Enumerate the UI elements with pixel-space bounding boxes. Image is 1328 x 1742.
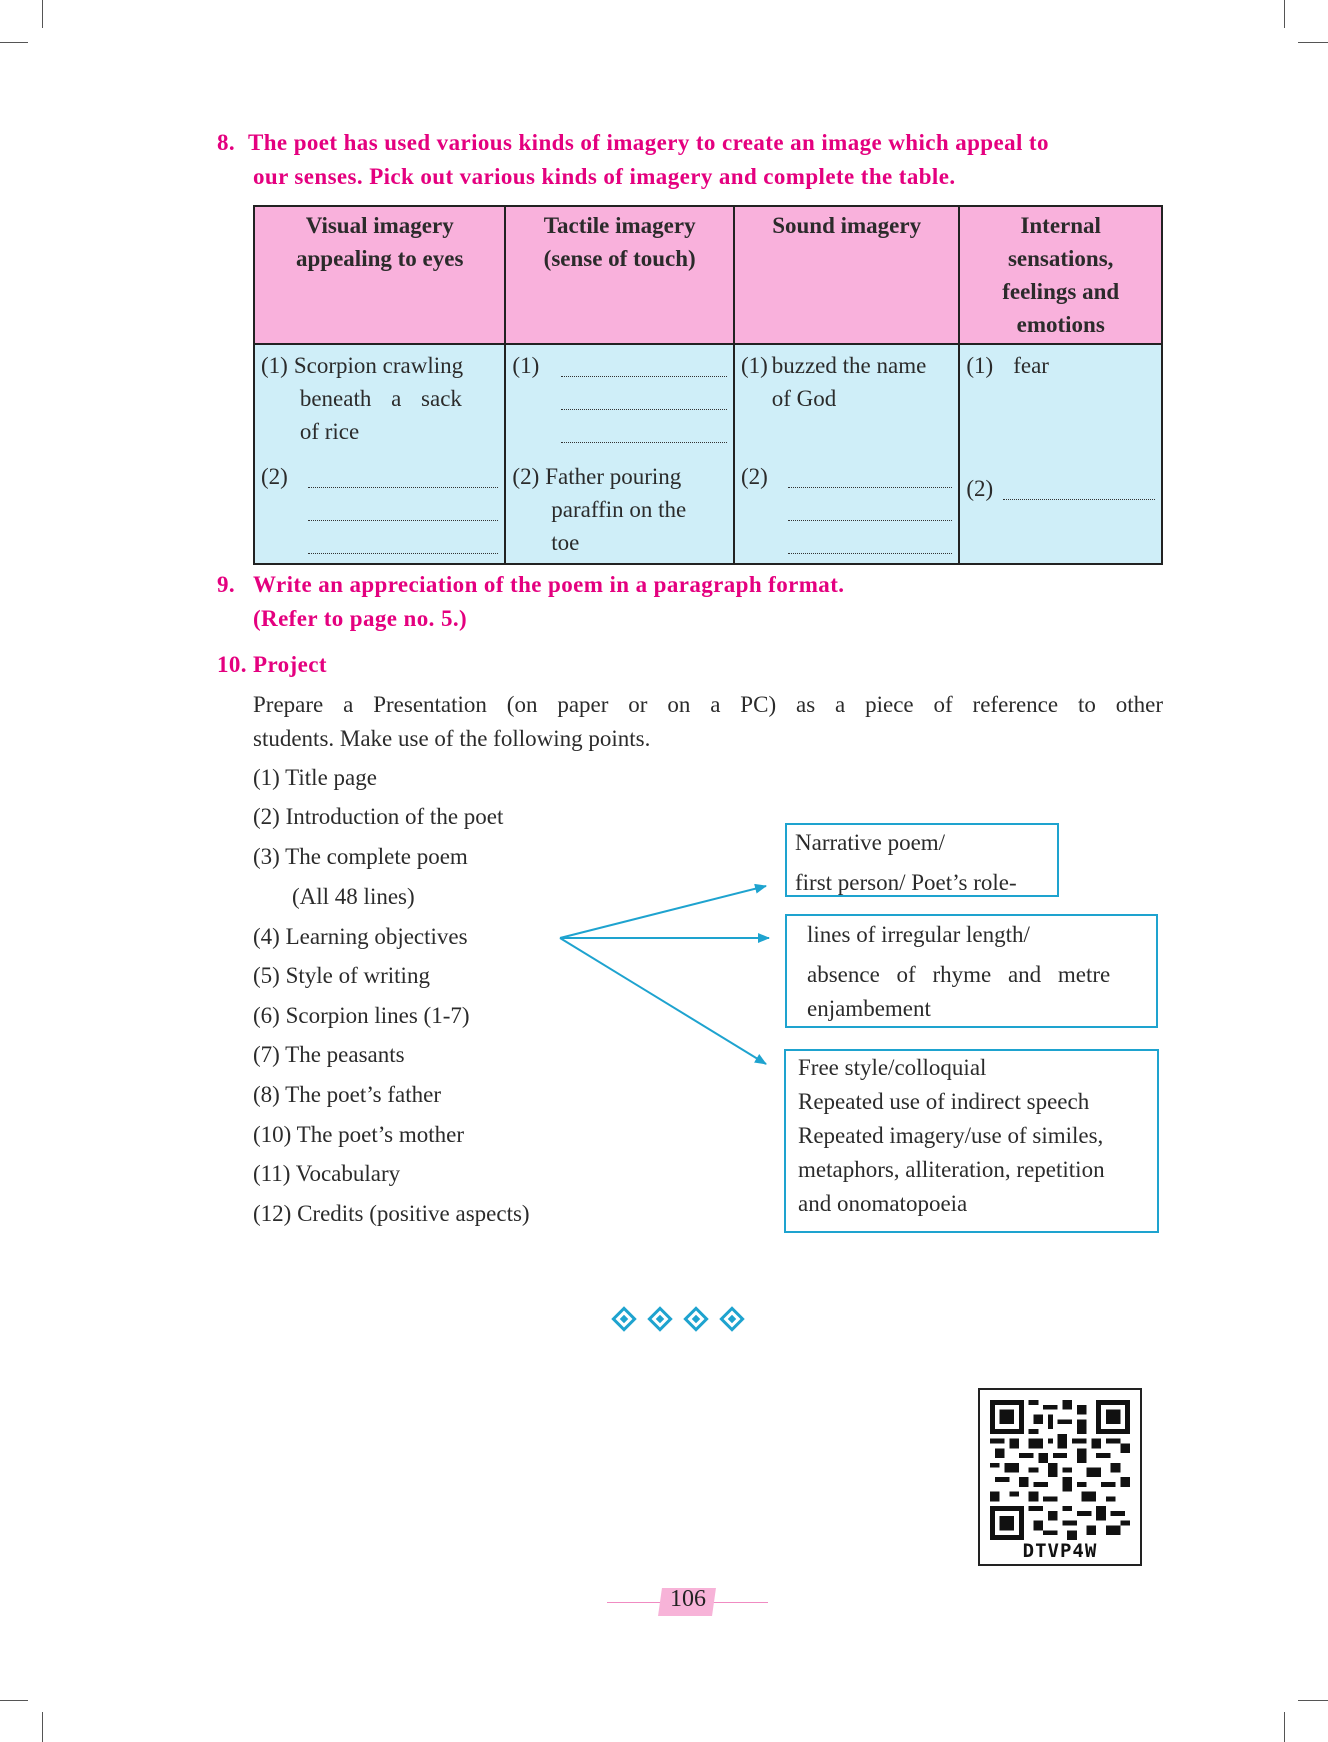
- entry-text: paraffin on the: [551, 497, 687, 522]
- list-item: (6) Scorpion lines (1-7): [253, 1003, 470, 1028]
- header-internal-sensations: Internal sensations, feelings and emotions: [959, 206, 1162, 344]
- page-number-line-left: [607, 1602, 667, 1603]
- question-9-line1: Write an appreciation of the poem in a paragraph format.: [253, 572, 845, 597]
- callout-line: Repeated imagery/use of similes,: [798, 1123, 1104, 1148]
- question-number: 8.: [217, 130, 236, 155]
- diamond-icon: [683, 1306, 708, 1331]
- entry-number: (2): [966, 476, 994, 501]
- qr-code-box[interactable]: [978, 1388, 1142, 1566]
- list-item: (1) Title page: [253, 765, 377, 790]
- header-visual-imagery: Visual imagery appealing to eyes: [254, 206, 505, 344]
- arrow-to-narrative: [560, 886, 766, 938]
- arrow-to-language: [560, 938, 766, 1064]
- entry-text: of God: [771, 386, 837, 411]
- list-item: (12) Credits (positive aspects): [253, 1201, 530, 1226]
- question-8-line2: our senses. Pick out various kinds of imagery and complete the table.: [253, 164, 956, 189]
- entry-text: Scorpion crawling: [293, 353, 464, 378]
- entry-number: (1): [512, 353, 540, 378]
- callout-line: and onomatopoeia: [798, 1191, 968, 1216]
- project-title: Project: [253, 652, 327, 677]
- diamond-icon: [611, 1306, 636, 1331]
- entry-number: (1): [740, 353, 768, 378]
- list-item: (3) The complete poem: [253, 844, 468, 869]
- page-number: 106: [670, 1586, 706, 1612]
- entry-number: (2): [740, 464, 768, 489]
- callout-language: [784, 1049, 1159, 1233]
- page-number-line-right: [708, 1602, 768, 1603]
- list-item: (8) The poet’s father: [253, 1082, 441, 1107]
- header-sound-imagery: Sound imagery: [734, 206, 959, 344]
- entry-text: of rice: [299, 419, 360, 444]
- qr-code-icon: [990, 1400, 1130, 1540]
- entry-text: beneath a sack: [299, 386, 462, 411]
- callout-line: Free style/colloquial: [798, 1055, 987, 1080]
- callout-line: lines of irregular length/: [807, 922, 1030, 947]
- project-intro-line2: students. Make use of the following points.: [253, 726, 651, 751]
- list-item: (10) The poet’s mother: [253, 1122, 464, 1147]
- list-item: (5) Style of writing: [253, 963, 430, 988]
- diamond-icon: [719, 1306, 744, 1331]
- qr-code-label: DTVP4W: [1022, 1540, 1098, 1562]
- callout-line: absence of rhyme and metre: [807, 962, 1111, 987]
- callout-structure: [785, 914, 1158, 1028]
- callout-line: first person/ Poet’s role-: [795, 870, 1017, 895]
- list-item: (7) The peasants: [253, 1042, 405, 1067]
- list-item: (2) Introduction of the poet: [253, 804, 504, 829]
- section-divider: [615, 1310, 741, 1328]
- entry-text: Father pouring: [545, 464, 682, 489]
- callout-line: Narrative poem/: [795, 830, 946, 855]
- entry-text: fear: [1013, 353, 1049, 378]
- list-item: (11) Vocabulary: [253, 1161, 401, 1186]
- question-8-line1: The poet has used various kinds of imagery to create an image which appeal to: [248, 130, 1049, 155]
- callout-narrative: [785, 823, 1059, 897]
- callout-line: metaphors, alliteration, repetition: [798, 1157, 1105, 1182]
- entry-number: (1): [261, 353, 288, 378]
- entry-text: toe: [551, 530, 580, 555]
- question-number: 9.: [217, 572, 236, 597]
- entry-number: (2): [261, 464, 288, 489]
- diamond-icon: [647, 1306, 672, 1331]
- question-number: 10.: [217, 652, 247, 677]
- entry-text: buzzed the name: [771, 353, 927, 378]
- entry-number: (2): [512, 464, 540, 489]
- header-tactile-imagery: Tactile imagery (sense of touch): [505, 206, 734, 344]
- callout-line: enjambement: [807, 996, 931, 1021]
- list-item: (All 48 lines): [292, 884, 415, 909]
- entry-number: (1): [966, 353, 994, 378]
- question-9-line2: (Refer to page no. 5.): [253, 606, 468, 631]
- list-item: (4) Learning objectives: [253, 924, 468, 949]
- project-intro-line1: Prepare a Presentation (on paper or on a PC) as a piece of reference to other: [253, 692, 1163, 717]
- callout-line: Repeated use of indirect speech: [798, 1089, 1090, 1114]
